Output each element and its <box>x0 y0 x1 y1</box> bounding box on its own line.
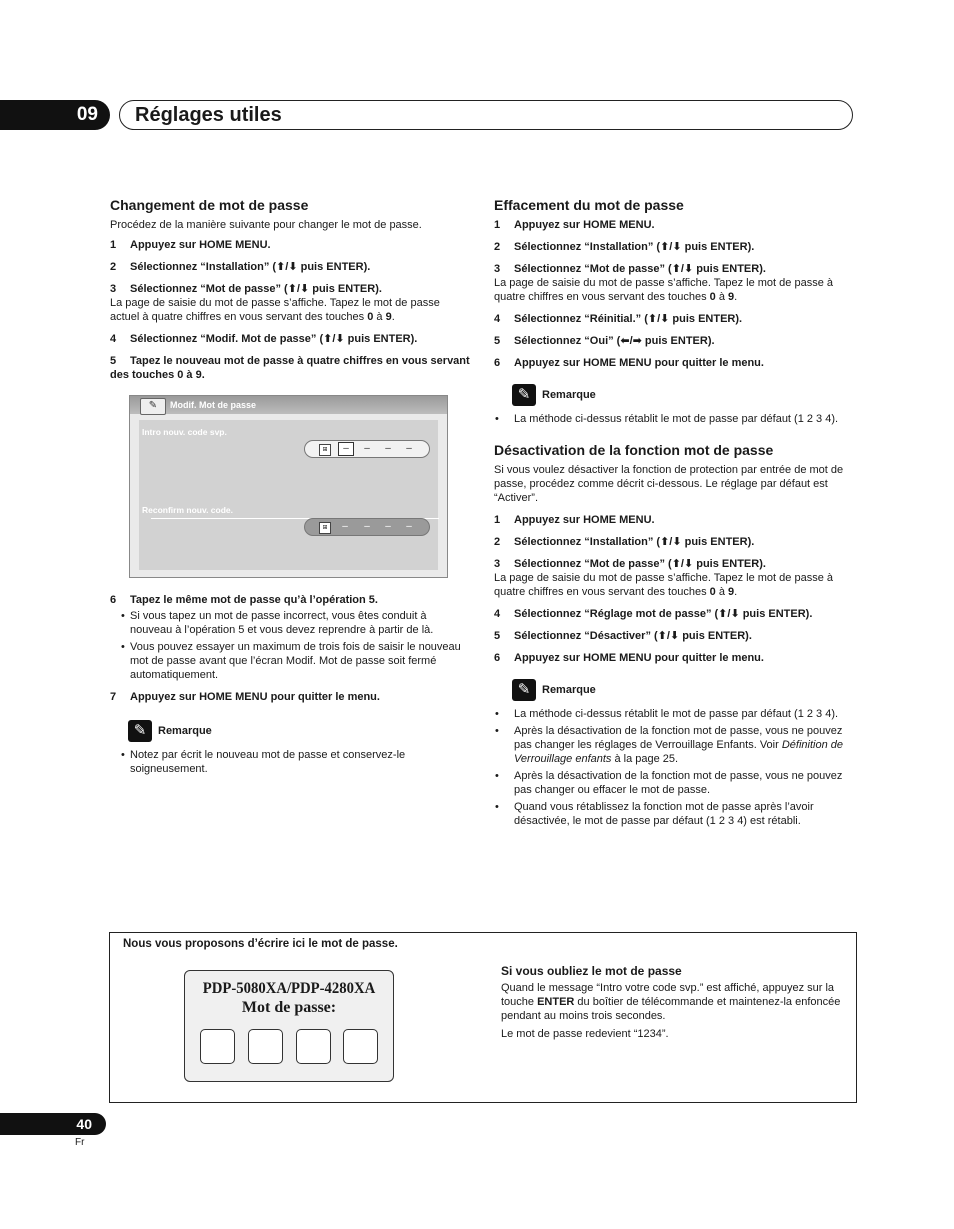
note-bullet: • Après la désactivation de la fonction mot de passe, vous ne pouvez pas changer les réglages de Verrouillage Enfants. Voir Définition de Verrouillage enfants à la page 25. <box>494 724 854 766</box>
step-number: 7 <box>110 691 117 703</box>
forgot-instructions: Quand le message “Intro votre code svp.” est affiché, appuyez sur la touche ENTER du boîtier de télécommande et maintenez-la enfoncée pendant au moins trois secondes. <box>501 982 841 1022</box>
password-digit-slot <box>343 1029 378 1064</box>
step-number: 1 <box>110 239 117 251</box>
step-item <box>494 651 854 665</box>
step-description: La page de saisie du mot de passe s’affiche. Tapez le mot de passe à quatre chiffres en vous servant des touches 0 à 9. <box>494 572 833 598</box>
password-digit-slot <box>296 1029 331 1064</box>
step-number: 2 <box>494 536 501 548</box>
bullet-item: • Si vous tapez un mot de passe incorrect, vous êtes conduit à nouveau à l’opération 5 et vous devez reprendre à partir de là. <box>110 609 470 637</box>
step-text: Sélectionnez “Modif. Mot de passe” (⬆/⬇ puis ENTER). <box>130 333 418 345</box>
step-item <box>494 334 854 348</box>
pin-digit: – <box>342 521 348 532</box>
step-number: 4 <box>110 333 117 345</box>
chapter-title: Réglages utiles <box>135 104 282 126</box>
pin-digit: – <box>385 443 391 454</box>
step-item <box>494 218 854 232</box>
step-item <box>110 593 470 682</box>
step-text: Sélectionnez “Désactiver” (⬆/⬇ puis ENTER). <box>514 630 752 642</box>
pin-digit: – <box>338 442 354 456</box>
forgot-title: Si vous oubliez le mot de passe <box>501 964 682 978</box>
section-title-disable-password: Désactivation de la fonction mot de passe <box>494 442 774 458</box>
step-text: Sélectionnez “Installation” (⬆/⬇ puis ENTER). <box>514 241 755 253</box>
keypad-icon: ⊞ <box>319 522 331 534</box>
step-text: Appuyez sur HOME MENU. <box>130 239 271 251</box>
step-number: 5 <box>110 355 117 367</box>
reconfirm-code-field <box>304 518 430 536</box>
section-title-change-password: Changement de mot de passe <box>110 197 309 213</box>
step-text: Appuyez sur HOME MENU. <box>514 219 655 231</box>
step-item <box>110 282 470 324</box>
step-number: 3 <box>494 263 501 275</box>
note-title: Remarque <box>158 725 212 737</box>
step-number: 6 <box>494 652 501 664</box>
step-item <box>494 607 854 621</box>
chapter-number-tab: 09 <box>0 100 110 130</box>
step-item <box>494 629 854 643</box>
memo-lead-text: Nous vous proposons d’écrire ici le mot de passe. <box>123 938 398 950</box>
password-digit-slot <box>248 1029 283 1064</box>
forgot-password-section <box>501 964 846 1045</box>
step-number: 6 <box>110 594 117 606</box>
new-code-field <box>304 440 430 458</box>
step-item <box>110 354 470 382</box>
pin-digit: – <box>406 521 412 532</box>
step-text: Appuyez sur HOME MENU pour quitter le menu. <box>514 357 764 369</box>
step-number: 2 <box>110 261 117 273</box>
step-number: 1 <box>494 219 501 231</box>
step-text: Appuyez sur HOME MENU. <box>514 514 655 526</box>
pin-digit: – <box>364 443 370 454</box>
keypad-icon: ⊞ <box>319 444 331 456</box>
note-title: Remarque <box>542 389 596 401</box>
step-item <box>110 690 470 704</box>
password-card <box>184 970 394 1082</box>
note-bullet: • La méthode ci-dessus rétablit le mot de passe par défaut (1 2 3 4). <box>494 412 854 426</box>
step-number: 4 <box>494 608 501 620</box>
new-code-label: Intro nouv. code svp. <box>142 427 227 437</box>
step-number: 5 <box>494 335 501 347</box>
model-name: PDP-5080XA/PDP-4280XA <box>202 980 376 997</box>
step-description: La page de saisie du mot de passe s’affiche. Tapez le mot de passe à quatre chiffres en vous servant des touches 0 à 9. <box>494 277 833 303</box>
section-intro: Procédez de la manière suivante pour changer le mot de passe. <box>110 219 422 231</box>
step-text: Sélectionnez “Mot de passe” (⬆/⬇ puis ENTER). <box>514 558 766 570</box>
section-title-erase-password: Effacement du mot de passe <box>494 197 684 213</box>
step-item <box>494 312 854 326</box>
note-bullet: • Notez par écrit le nouveau mot de passe et conservez-le soigneusement. <box>110 748 470 776</box>
left-column <box>110 197 470 390</box>
reconfirm-code-label: Reconfirm nouv. code. <box>142 505 233 515</box>
step-item <box>110 238 470 252</box>
step-text: Sélectionnez “Oui” (⬅/➡ puis ENTER). <box>514 335 715 347</box>
note-heading <box>512 679 854 701</box>
forgot-reset-info: Le mot de passe redevient “1234”. <box>501 1028 669 1040</box>
pin-digit: – <box>406 443 412 454</box>
note-pencil-icon: ✎ <box>128 720 152 742</box>
step-text: Sélectionnez “Installation” (⬆/⬇ puis ENTER). <box>130 261 371 273</box>
step-item <box>494 557 854 599</box>
page-language: Fr <box>75 1137 85 1148</box>
step-text: Sélectionnez “Mot de passe” (⬆/⬇ puis ENTER). <box>130 283 382 295</box>
step-description: La page de saisie du mot de passe s’affiche. Tapez le mot de passe actuel à quatre chiffres en vous servant des touches 0 à 9. <box>110 297 440 323</box>
section-intro: Si vous voulez désactiver la fonction de protection par entrée de mot de passe, procédez comme décrit ci-dessous. Le réglage par défaut est “Activer”. <box>494 464 844 504</box>
pin-digit: – <box>385 521 391 532</box>
note-title: Remarque <box>542 684 596 696</box>
step-text: Sélectionnez “Installation” (⬆/⬇ puis ENTER). <box>514 536 755 548</box>
step-item <box>494 513 854 527</box>
step-text: Tapez le nouveau mot de passe à quatre chiffres en vous servant des touches 0 à 9. <box>110 355 470 381</box>
step-item <box>110 332 470 346</box>
step-text: Sélectionnez “Mot de passe” (⬆/⬇ puis ENTER). <box>514 263 766 275</box>
note-pencil-icon: ✎ <box>512 384 536 406</box>
password-label: Mot de passe: <box>241 999 337 1016</box>
step-number: 2 <box>494 241 501 253</box>
screen-title-bar <box>130 396 447 414</box>
password-screen-illustration <box>129 395 448 578</box>
step-number: 4 <box>494 313 501 325</box>
screen-panel <box>139 420 438 570</box>
screen-title: Modif. Mot de passe <box>170 400 257 410</box>
step-item <box>494 262 854 304</box>
right-column <box>494 197 854 831</box>
note-bullet: • Après la désactivation de la fonction mot de passe, vous ne pouvez pas changer ou effacer le mot de passe. <box>494 769 854 797</box>
step-number: 6 <box>494 357 501 369</box>
step-number: 5 <box>494 630 501 642</box>
note-bullet: • La méthode ci-dessus rétablit le mot de passe par défaut (1 2 3 4). <box>494 707 854 721</box>
page-number: 40 <box>0 1113 106 1135</box>
step-number: 1 <box>494 514 501 526</box>
menu-icon: ✎ <box>140 398 166 415</box>
step-item <box>494 535 854 549</box>
step-item <box>494 356 854 370</box>
step-text: Tapez le même mot de passe qu’à l’opération 5. <box>130 594 378 606</box>
note-heading <box>128 720 470 742</box>
pin-digit: – <box>364 521 370 532</box>
step-text: Sélectionnez “Réglage mot de passe” (⬆/⬇ puis ENTER). <box>514 608 813 620</box>
left-column-continued <box>110 593 470 779</box>
step-text: Appuyez sur HOME MENU pour quitter le menu. <box>514 652 764 664</box>
step-text: Appuyez sur HOME MENU pour quitter le menu. <box>130 691 380 703</box>
note-pencil-icon: ✎ <box>512 679 536 701</box>
bullet-item: • Vous pouvez essayer un maximum de trois fois de saisir le nouveau mot de passe avant que l’écran Modif. Mot de passe soit fermé automatiquement. <box>110 640 470 682</box>
step-item <box>494 240 854 254</box>
step-number: 3 <box>110 283 117 295</box>
step-text: Sélectionnez “Réinitial.” (⬆/⬇ puis ENTER). <box>514 313 743 325</box>
note-bullet: • Quand vous rétablissez la fonction mot de passe après l’avoir désactivée, le mot de passe par défaut (1 2 3 4) est rétabli. <box>494 800 854 828</box>
step-item <box>110 260 470 274</box>
password-digit-slot <box>200 1029 235 1064</box>
step-number: 3 <box>494 558 501 570</box>
note-heading <box>512 384 854 406</box>
